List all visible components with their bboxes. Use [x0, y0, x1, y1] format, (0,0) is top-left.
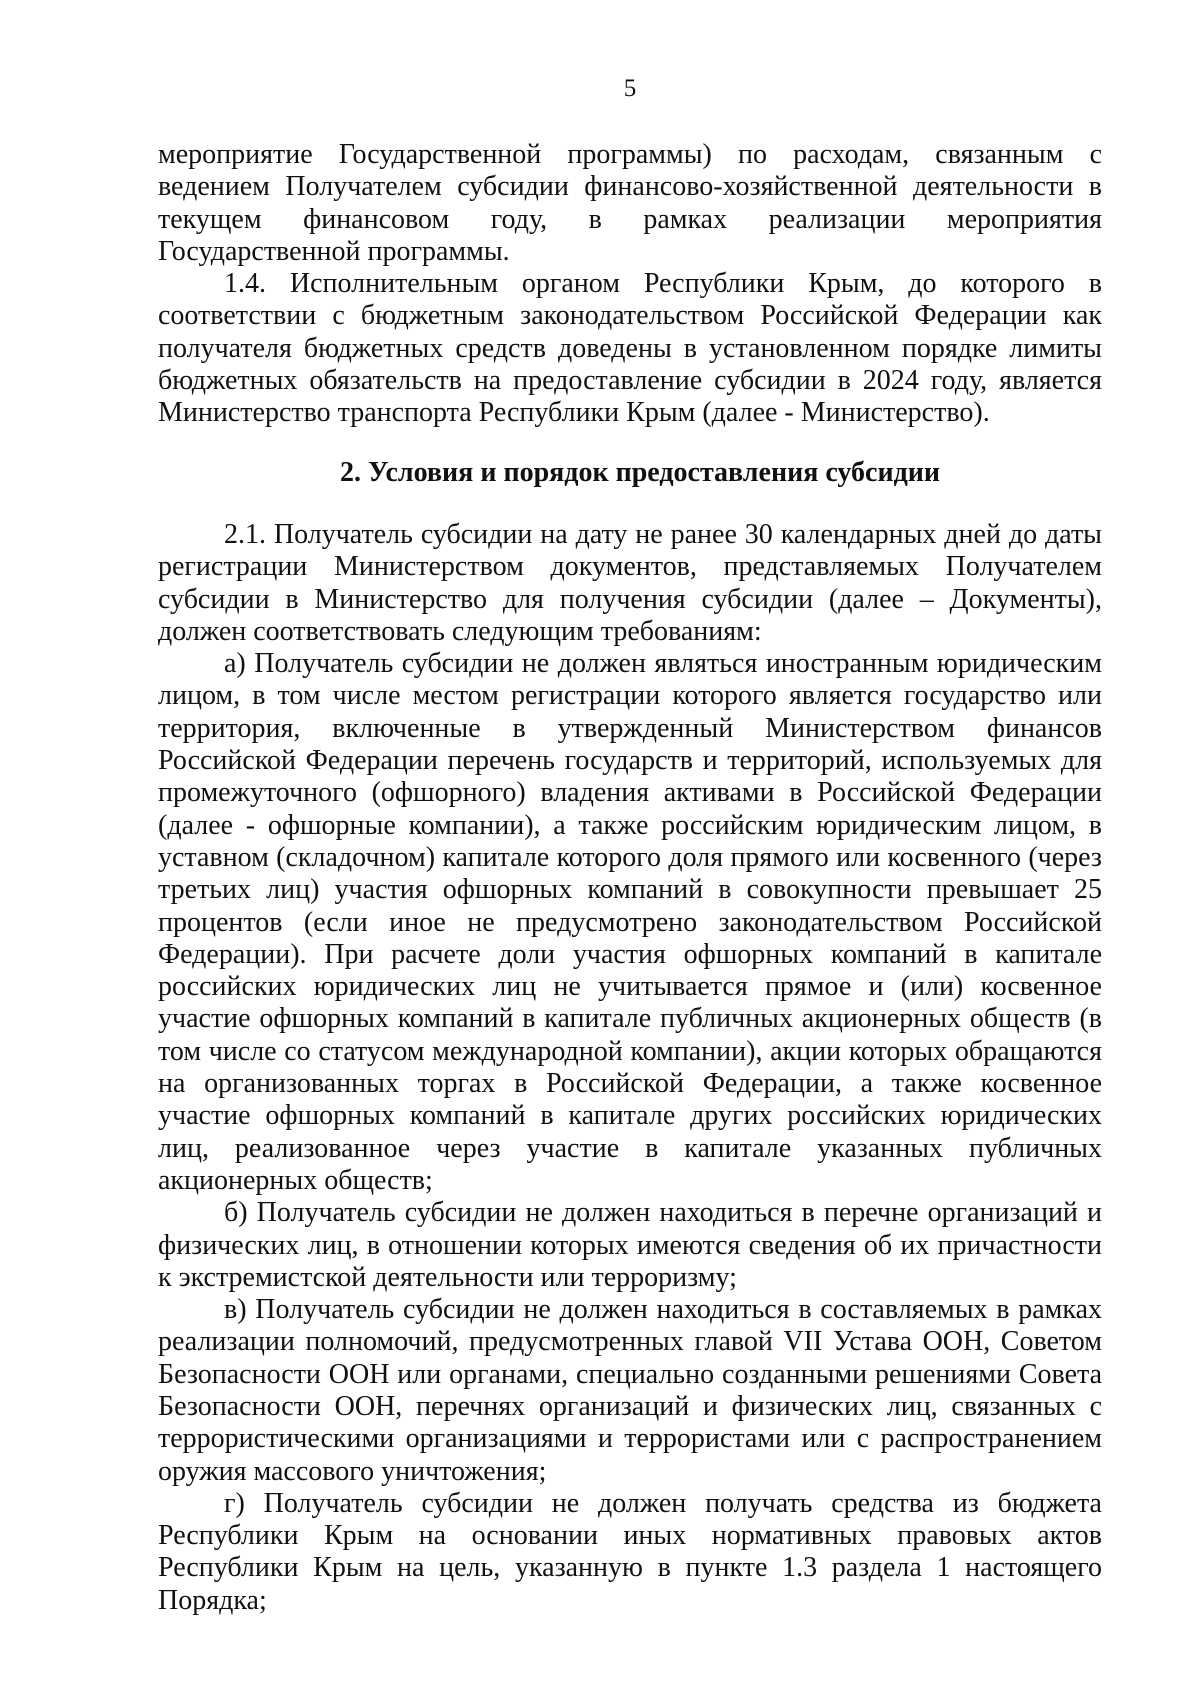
section-heading: 2. Условия и порядок предоставления субсидии: [339, 456, 941, 488]
paragraph-item-a: а) Получатель субсидии не должен являться иностранным юридическим лицом, в том числе местом регистрации которого является государство или территория, включенные в утвержденный Министерством финансов Российской Федерации перечень государств и территорий, используемых для промежуточного (офшорного) владения активами в Российской Федерации (далее - офшорные компании), а также российским юридическим лицом, в уставном (складочном) капитале которого доля прямого или косвенного (через третьих лиц) участия офшорных компаний в совокупности превышает 25 процентов (если иное не предусмотрено законодательством Российской Федерации). При расчете доли участия офшорных компаний в капитале российских юридических лиц не учитывается прямое и (или) косвенное участие офшорных компаний в капитале публичных акционерных обществ (в том числе со статусом международной компании), акции которых обращаются на организованных торгах в Российской Федерации, а также косвенное участие офшорных компаний в капитале других российских юридических лиц, реализованное через участие в капитале указанных публичных акционерных обществ;: [158, 648, 1102, 1196]
paragraph-item-b: б) Получатель субсидии не должен находиться в перечне организаций и физических лиц, в отношении которых имеются сведения об их причастности к экстремистской деятельности или терроризму;: [158, 1197, 1102, 1293]
page-number: 5: [623, 75, 637, 102]
paragraph-item-g: г) Получатель субсидии не должен получать средства из бюджета Республики Крым на основании иных нормативных правовых актов Республики Крым на цель, указанную в пункте 1.3 раздела 1 настоящего Порядка;: [158, 1487, 1102, 1616]
paragraph-item-v: в) Получатель субсидии не должен находиться в составляемых в рамках реализации полномочий, предусмотренных главой VII Устава ООН, Советом Безопасности ООН или органами, специально созданными решениями Совета Безопасности ООН, перечнях организаций и физических лиц, связанных с террористическими организациями и террористами или с распространением оружия массового уничтожения;: [158, 1294, 1102, 1487]
paragraph-2-1: 2.1. Получатель субсидии на дату не ранее 30 календарных дней до даты регистрации Министерством документов, представляемых Получателем субсидии в Министерство для получения субсидии (далее – Документы), должен соответствовать следующим требованиям:: [158, 518, 1102, 647]
document-body: [158, 139, 1102, 1617]
paragraph-continuation: мероприятие Государственной программы) по расходам, связанным с ведением Получателем субсидии финансово-хозяйственной деятельности в текущем финансовом году, в рамках реализации мероприятия Государственной программы.: [158, 139, 1102, 267]
paragraph-1-4: 1.4. Исполнительным органом Республики Крым, до которого в соответствии с бюджетным законодательством Российской Федерации как получателя бюджетных средств доведены в установленном порядке лимиты бюджетных обязательств на предоставление субсидии в 2024 году, является Министерство транспорта Республики Крым (далее - Министерство).: [158, 268, 1102, 429]
